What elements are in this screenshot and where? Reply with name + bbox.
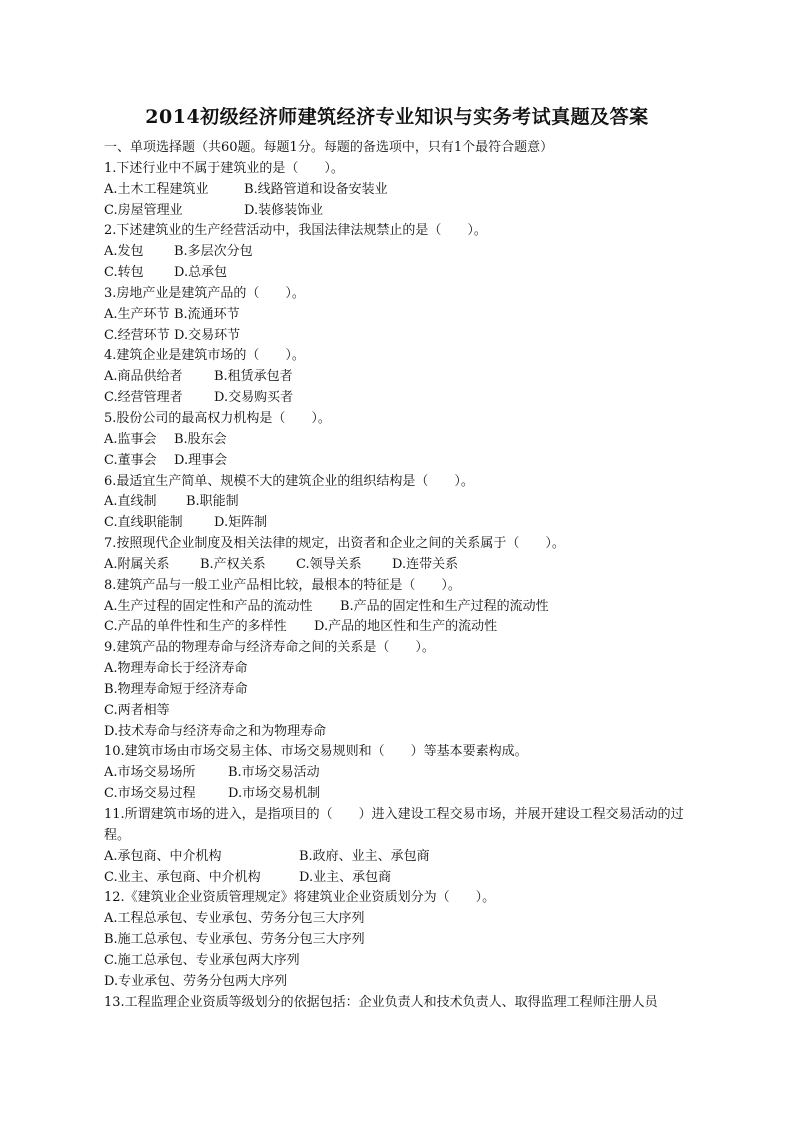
question-stem: 8.建筑产品与一般工业产品相比较，最根本的特征是（ ）。 [104,577,461,593]
option-row [104,763,704,784]
question-stem: 9.建筑产品的物理寿命与经济寿命之间的关系是（ ）。 [104,640,435,656]
option-row [104,326,704,347]
option-row [104,305,704,326]
option-b: B.职能制 [186,494,239,510]
option-row [104,597,704,618]
question-stem: 1.下述行业中不属于建筑业的是（ ）。 [104,160,344,176]
option-d: D.交易环节 [174,327,241,343]
option-a: A.生产过程的固定性和产品的流动性 [104,598,313,614]
option-a: A.土木工程建筑业 [104,181,209,197]
option-row [104,430,704,451]
option-a: A.市场交易场所 [104,765,196,781]
option-b: B.产品的固定性和生产过程的流动性 [340,598,549,614]
option-b: B.线路管道和设备安装业 [244,181,388,197]
option-b: B.租赁承包者 [214,369,293,385]
option-b: B.市场交易活动 [228,765,320,781]
option-b: B.多层次分包 [174,244,253,260]
option-a: A.监事会 [104,431,157,447]
option-c: C.直线职能制 [104,515,183,531]
option-d: D.连带关系 [392,556,459,572]
question-stem: 13.工程监理企业资质等级划分的依据包括：企业负责人和技术负责人、取得监理工程师注册人员 [104,994,658,1010]
option-c: C.转包 [104,265,144,281]
option-b: B.物理寿命短于经济寿命 [104,681,248,697]
document-body [104,138,704,1013]
option-row [104,617,704,638]
option-row [104,784,704,805]
option-a: A.物理寿命长于经济寿命 [104,661,248,677]
option-row [104,492,704,513]
option-d: D.技术寿命与经济寿命之和为物理寿命 [104,723,327,739]
option-row [104,847,704,868]
option-row [104,868,704,889]
option-row [104,180,704,201]
option-row [104,451,704,472]
option-a: A.商品供给者 [104,369,183,385]
question-stem: 6.最适宜生产简单、规模不大的建筑企业的组织结构是（ ）。 [104,473,474,489]
option-c: C.领导关系 [296,556,362,572]
document-title: 2014初级经济师建筑经济专业知识与实务考试真题及答案 [145,106,649,128]
option-a: A.生产环节 [104,306,170,322]
question-stem: 3.房地产业是建筑产品的（ ）。 [104,285,305,301]
option-row [104,367,704,388]
option-d: D.装修装饰业 [244,202,324,218]
option-c: C.市场交易过程 [104,786,196,802]
option-d: D.交易购买者 [214,390,294,406]
option-a: A.附属关系 [104,556,170,572]
option-d: D.矩阵制 [214,515,268,531]
option-c: C.房屋管理业 [104,202,183,218]
question-stem: 10.建筑市场由市场交易主体、市场交易规则和（ ）等基本要素构成。 [104,744,528,760]
option-c: C.董事会 [104,452,157,468]
option-row [104,513,704,534]
option-b: B.产权关系 [200,556,266,572]
option-b: B.施工总承包、专业承包、劳务分包三大序列 [104,932,365,948]
option-b: B.政府、业主、承包商 [299,848,430,864]
option-c: C.业主、承包商、中介机构 [104,869,261,885]
option-row [104,263,704,284]
option-row [104,388,704,409]
section-heading: 一、单项选择题（共60题。每题1分。每题的备选项中，只有1个最符合题意） [104,140,554,155]
question-stem: 12.《建筑业企业资质管理规定》将建筑业企业资质划分为（ ）。 [104,890,496,906]
option-d: D.产品的地区性和生产的流动性 [314,619,498,635]
option-d: D.市场交易机制 [228,786,321,802]
option-row [104,201,704,222]
question-stem: 4.建筑企业是建筑市场的（ ）。 [104,348,305,364]
option-b: B.股东会 [174,431,227,447]
option-c: C.两者相等 [104,702,170,718]
option-c: C.经营环节 [104,327,170,343]
option-a: A.直线制 [104,494,157,510]
question-stem: 7.按照现代企业制度及相关法律的规定，出资者和企业之间的关系属于（ ）。 [104,536,565,552]
option-c: C.产品的单件性和生产的多样性 [104,619,287,635]
option-a: A.发包 [104,244,144,260]
option-c: C.施工总承包、专业承包两大序列 [104,952,300,968]
option-a: A.承包商、中介机构 [104,848,222,864]
option-d: D.理事会 [174,452,228,468]
option-row [104,242,704,263]
option-c: C.经营管理者 [104,390,183,406]
question-stem: 2.下述建筑业的生产经营活动中，我国法律法规禁止的是（ ）。 [104,223,487,239]
option-b: B.流通环节 [174,306,240,322]
question-stem: 11.所谓建筑市场的进入，是指项目的（ ）进入建设工程交易市场，并展开建设工程交易活动的过程。 [104,807,684,843]
option-row [104,555,704,576]
option-d: D.总承包 [174,265,228,281]
option-d: D.专业承包、劳务分包两大序列 [104,973,288,989]
option-d: D.业主、承包商 [299,869,392,885]
option-a: A.工程总承包、专业承包、劳务分包三大序列 [104,911,365,927]
question-stem: 5.股份公司的最高权力机构是（ ）。 [104,410,331,426]
